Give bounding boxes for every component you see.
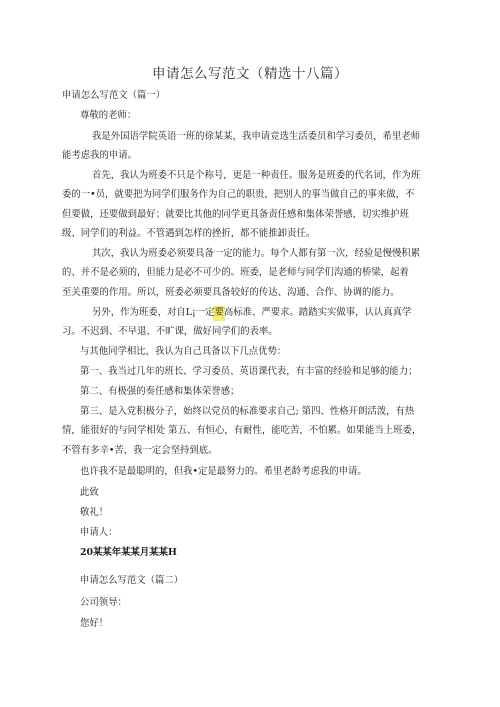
paragraph-line: 至关重要的作用。所以，班委必须要具备较好的传达、沟通、合作、协调的能力。 <box>62 287 400 298</box>
closing-line: 此致 <box>80 487 99 498</box>
salutation: 公司领导： <box>80 597 127 608</box>
paragraph-line: 习。不迟到、不早退、不旷课，做好同学们的表率。 <box>62 326 278 337</box>
paragraph-line: 第三、是入党积极分子，始终以党员的标准要求自己; 第四、性格开朗活泼，有热 <box>80 406 415 417</box>
greeting-line: 您好！ <box>80 618 109 629</box>
paragraph-line: 我是外国语学院英语一班的徐某某，我申请竞选生活委员和学习委员，希里老师 <box>92 131 421 142</box>
paragraph-line: 另外，作为班委，对自L¡一定要高标准、严要求。踏踏实实做事，认认真真学 <box>92 307 412 318</box>
closing-line: 敬礼！ <box>80 507 109 518</box>
paragraph-line: 情，能很好的与同学相处 第五、有恒心，有耐性，能吃苦，不怕累。如果能当上班委， <box>62 425 422 436</box>
paragraph-line: 委的一•员，就要把为同学们服务作为自己的职贵，把别人的事当做自己的事来做，不 <box>62 189 415 200</box>
paragraph-line: 其次，我认为班委必须要具备一定的能力。每个人都有第一次，经验是慢慢积累 <box>92 248 421 259</box>
paragraph-line: 但要做，还要做到最好；就要比其他的同学更具备责任感和集体荣誉感，切实维护班 <box>62 209 409 220</box>
section-heading-2: 申请怎么写范文（篇二） <box>80 575 184 586</box>
paragraph-line: 的、并不是必须的，但能力是必不可少的。班委，是老师与同学们沟通的桥梁，起着 <box>62 267 409 278</box>
paragraph-line: 首先，我认为班委不只是个称号，更是一种责任。服务是班委的代名词，作为班 <box>92 170 421 181</box>
section-heading-1: 申请怎么写范文（篇一） <box>62 90 166 101</box>
paragraph-line: 不管有多辛•苦，我一定会坚持到底。 <box>62 445 218 456</box>
paragraph-line: 也许我不是最聪明的，但我•定是最努力的。希里老龄考虑我的申请。 <box>80 466 367 477</box>
paragraph-line: 级、同学们的利益。不管遇到怎样的挫折，都不能推卸责任。 <box>62 228 316 239</box>
document-title: 申请怎么写范文（精选十八篇） <box>152 66 348 82</box>
paragraph-line: 第二、有极强的奏任感和集体荣誉感； <box>80 386 240 397</box>
salutation: 尊敬的老师： <box>80 110 137 121</box>
applicant-line: 申请人： <box>80 527 118 538</box>
paragraph-line: 第一、我当过几年的班长、学习委员、英语课代表，有丰富的经验和足够的能力； <box>80 366 418 377</box>
paragraph-line: 与其他同学相比，我认为自己具备以下几点优势： <box>80 346 287 357</box>
date-line: 20某某年某某月某某H <box>80 547 177 558</box>
paragraph-line: 能考虑我的申请。 <box>62 150 138 161</box>
